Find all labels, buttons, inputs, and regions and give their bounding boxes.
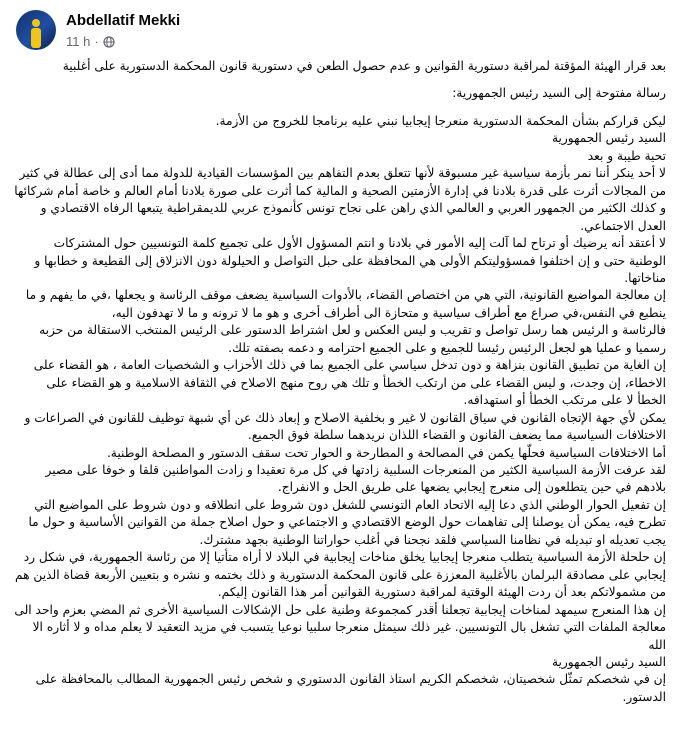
post-paragraph: تحية طيبة و بعد [587, 148, 666, 163]
post-paragraph: السيد رئيس الجمهورية [551, 131, 666, 146]
post-paragraph: رسالة مفتوحة إلى السيد رئيس الجمهورية: [452, 86, 666, 101]
post-body [14, 58, 666, 706]
post-paragraph: أما الاختلافات السياسية فحلّها يكمن في المصالحة و المطارحة و الحوار تحت سقف الدستور و المصلحة الوطنية. [106, 445, 666, 460]
post-paragraph: لا أحد ينكر أننا نمر بأزمة سياسية غير مسبوقة لأنها تتعلق بعدم التفاهم بين المؤسسات القيادية للدولة مما أدى إلى عطالة في كثير من المجالات أثرت على قدرة بلادنا في إدارة الأزمتين الصحية و المالية كما أثرت على صورة بلادنا أمام العالم و خاصة أمام شركائها و كذلك الكثير من الجمهور العربي و العالمي الذي راهن على نجاح تونس كأنموذج عربي للديمقراطية يتبعها الرفاه الاقتصادي و العدل الاجتماعي. [14, 166, 666, 233]
post-time[interactable]: 11 h [66, 34, 91, 49]
post-paragraph: فالرئاسة و الرئيس هما رسل تواصل و تقريب و ليس العكس و لعل اشتراط الدستور على الرئيس المنتخب الاستقالة من حزبه رسميا و عمليا هو لجعل الرئيس رئيسا للجميع و على الجميع احترامه و دعمه بصفته تلك. [39, 323, 666, 355]
post-paragraph: لقد عرفت الأزمة السياسية الكثير من المنعرجات السلبية زادتها في كل مرة تعقيدا و زادت المواطنين قلقا و خوفا على مصير بلادهم في حين يتطلعون إلى منعرج إيجابي يضعها على طريق الحل و الانفراج. [45, 462, 666, 495]
post-paragraph: إن حلحلة الأزمة السياسية يتطلب منعرجا إيجابيا يخلق مناخات إيجابية في البلاد لا أراه متأتيا إلا من رئاسة الجمهورية، في شكل رد إيجابي على مصادقة البرلمان بالأغلبية المعززة على قانون المحكمة الدستورية و ذلك بختمه و نشره و بتعيين الأربعة قضاة الذين هم من مشمولاتكم بعد أن ردت الهيئة الوقتية لمراقبة دستورية القوانين أمر هذا القانون إليكم. [15, 550, 666, 600]
post-meta [66, 34, 115, 49]
globe-icon[interactable] [103, 36, 115, 48]
post-paragraph: إن تفعيل الحوار الوطني الذي دعا إليه الاتحاد العام التونسي للشغل دون شروط على انطلاقه و دون شروط على المواضيع التي تطرح فيه، يمكن أن يوصلنا إلى تفاهمات حول الوضع الاقتصادي و الاجتماعي و حول اصلاح جملة من القوانين الأساسية و حول ما يجب تعديله او تبديله في نظامنا السياسي فلقد نجحنا في أغلب حواراتنا الوطنية بجهد مشترك. [28, 497, 666, 547]
post-paragraph: ليكن قراركم بشأن المحكمة الدستورية منعرجا إيجابيا نبني عليه برنامجا للخروج من الأزمة. [215, 113, 666, 128]
post-paragraph: إن في شخصكم تمثّل شخصيتان، شخصكم الكريم استاذ القانون الدستوري و شخص رئيس الجمهورية المطالب بالمحافظة على الدستور. [35, 672, 666, 704]
avatar[interactable] [16, 10, 56, 50]
post-paragraph: السيد رئيس الجمهورية [551, 654, 666, 669]
avatar-photo [29, 18, 43, 48]
author-name[interactable]: Abdellatif Mekki [66, 12, 181, 29]
post-paragraph: يمكن لأي جهة الإتجاه القانون في سياق القانون لا غير و بخلفية الاصلاح و إبعاد ذلك عن أي شبهة توظيف للقانون في الصراعات و الاختلافات السياسية مما يضعف القانون و القضاء اللذان نريدهما سلطة فوق الجميع. [24, 410, 666, 443]
post-paragraph: بعد قرار الهيئة المؤقتة لمراقبة دستورية القوانين و عدم حصول الطعن في دستورية قانون المحكمة الدستورية على أغلبية [62, 59, 666, 73]
post-paragraph: إن معالجة المواضيع القانونية، التي هي من اختصاص القضاء، بالأدوات السياسية يضعف موقف الرئاسة و يجعلها ،في ما يفهم و ما ينطبع في النفس،في صراع مع أطراف سياسية و متحازة الى أطراف أخرى و هو ما لا ترونه و ما لا تهدفون اليه، [25, 288, 666, 320]
post-paragraph: إن هذا المنعرج سيمهد لمناخات إيجابية تجعلنا أقدر كمجموعة وطنية على حل الإشكالات السياسية الأخرى ثم المضي بعزم واحد الى معالجة الملفات التي تشغل بال التونسيين. غير ذلك سيمثل منعرجا سلبيا نوعيا يتسبب في مزيد التعقيد لا يعلم مداه و لا أثاره الا الله [14, 602, 666, 652]
post-paragraph: إن الغاية من تطبيق القانون بنزاهة و دون تدخل سياسي على الجميع بما في ذلك الأحزاب و الشخصيات العامة ، هو القضاء على الاخطاء، إن وجدت، و ليس القضاء على من ارتكب الخطأ و تلك هي روح منهج الاصلاح في الثقافة الاسلامية و هو القضاء على الخطأ لا على مرتكب الخطأ أو استهدافه. [33, 358, 666, 408]
meta-separator: · [94, 34, 99, 49]
post-paragraph: لا أعتقد أنه يرضيك أو ترتاح لما آلت إليه الأمور في بلادنا و انتم المسؤول الأول على تجميع كلمة التونسيين حول المشتركات الوطنية حتى و إن اختلفوا فمسؤوليتكم الأولى هي المحافظة على حبل التواصل و الحيلولة دون الانزلاق إلى القطيعة و خطابها و مناخاتها. [34, 236, 666, 285]
